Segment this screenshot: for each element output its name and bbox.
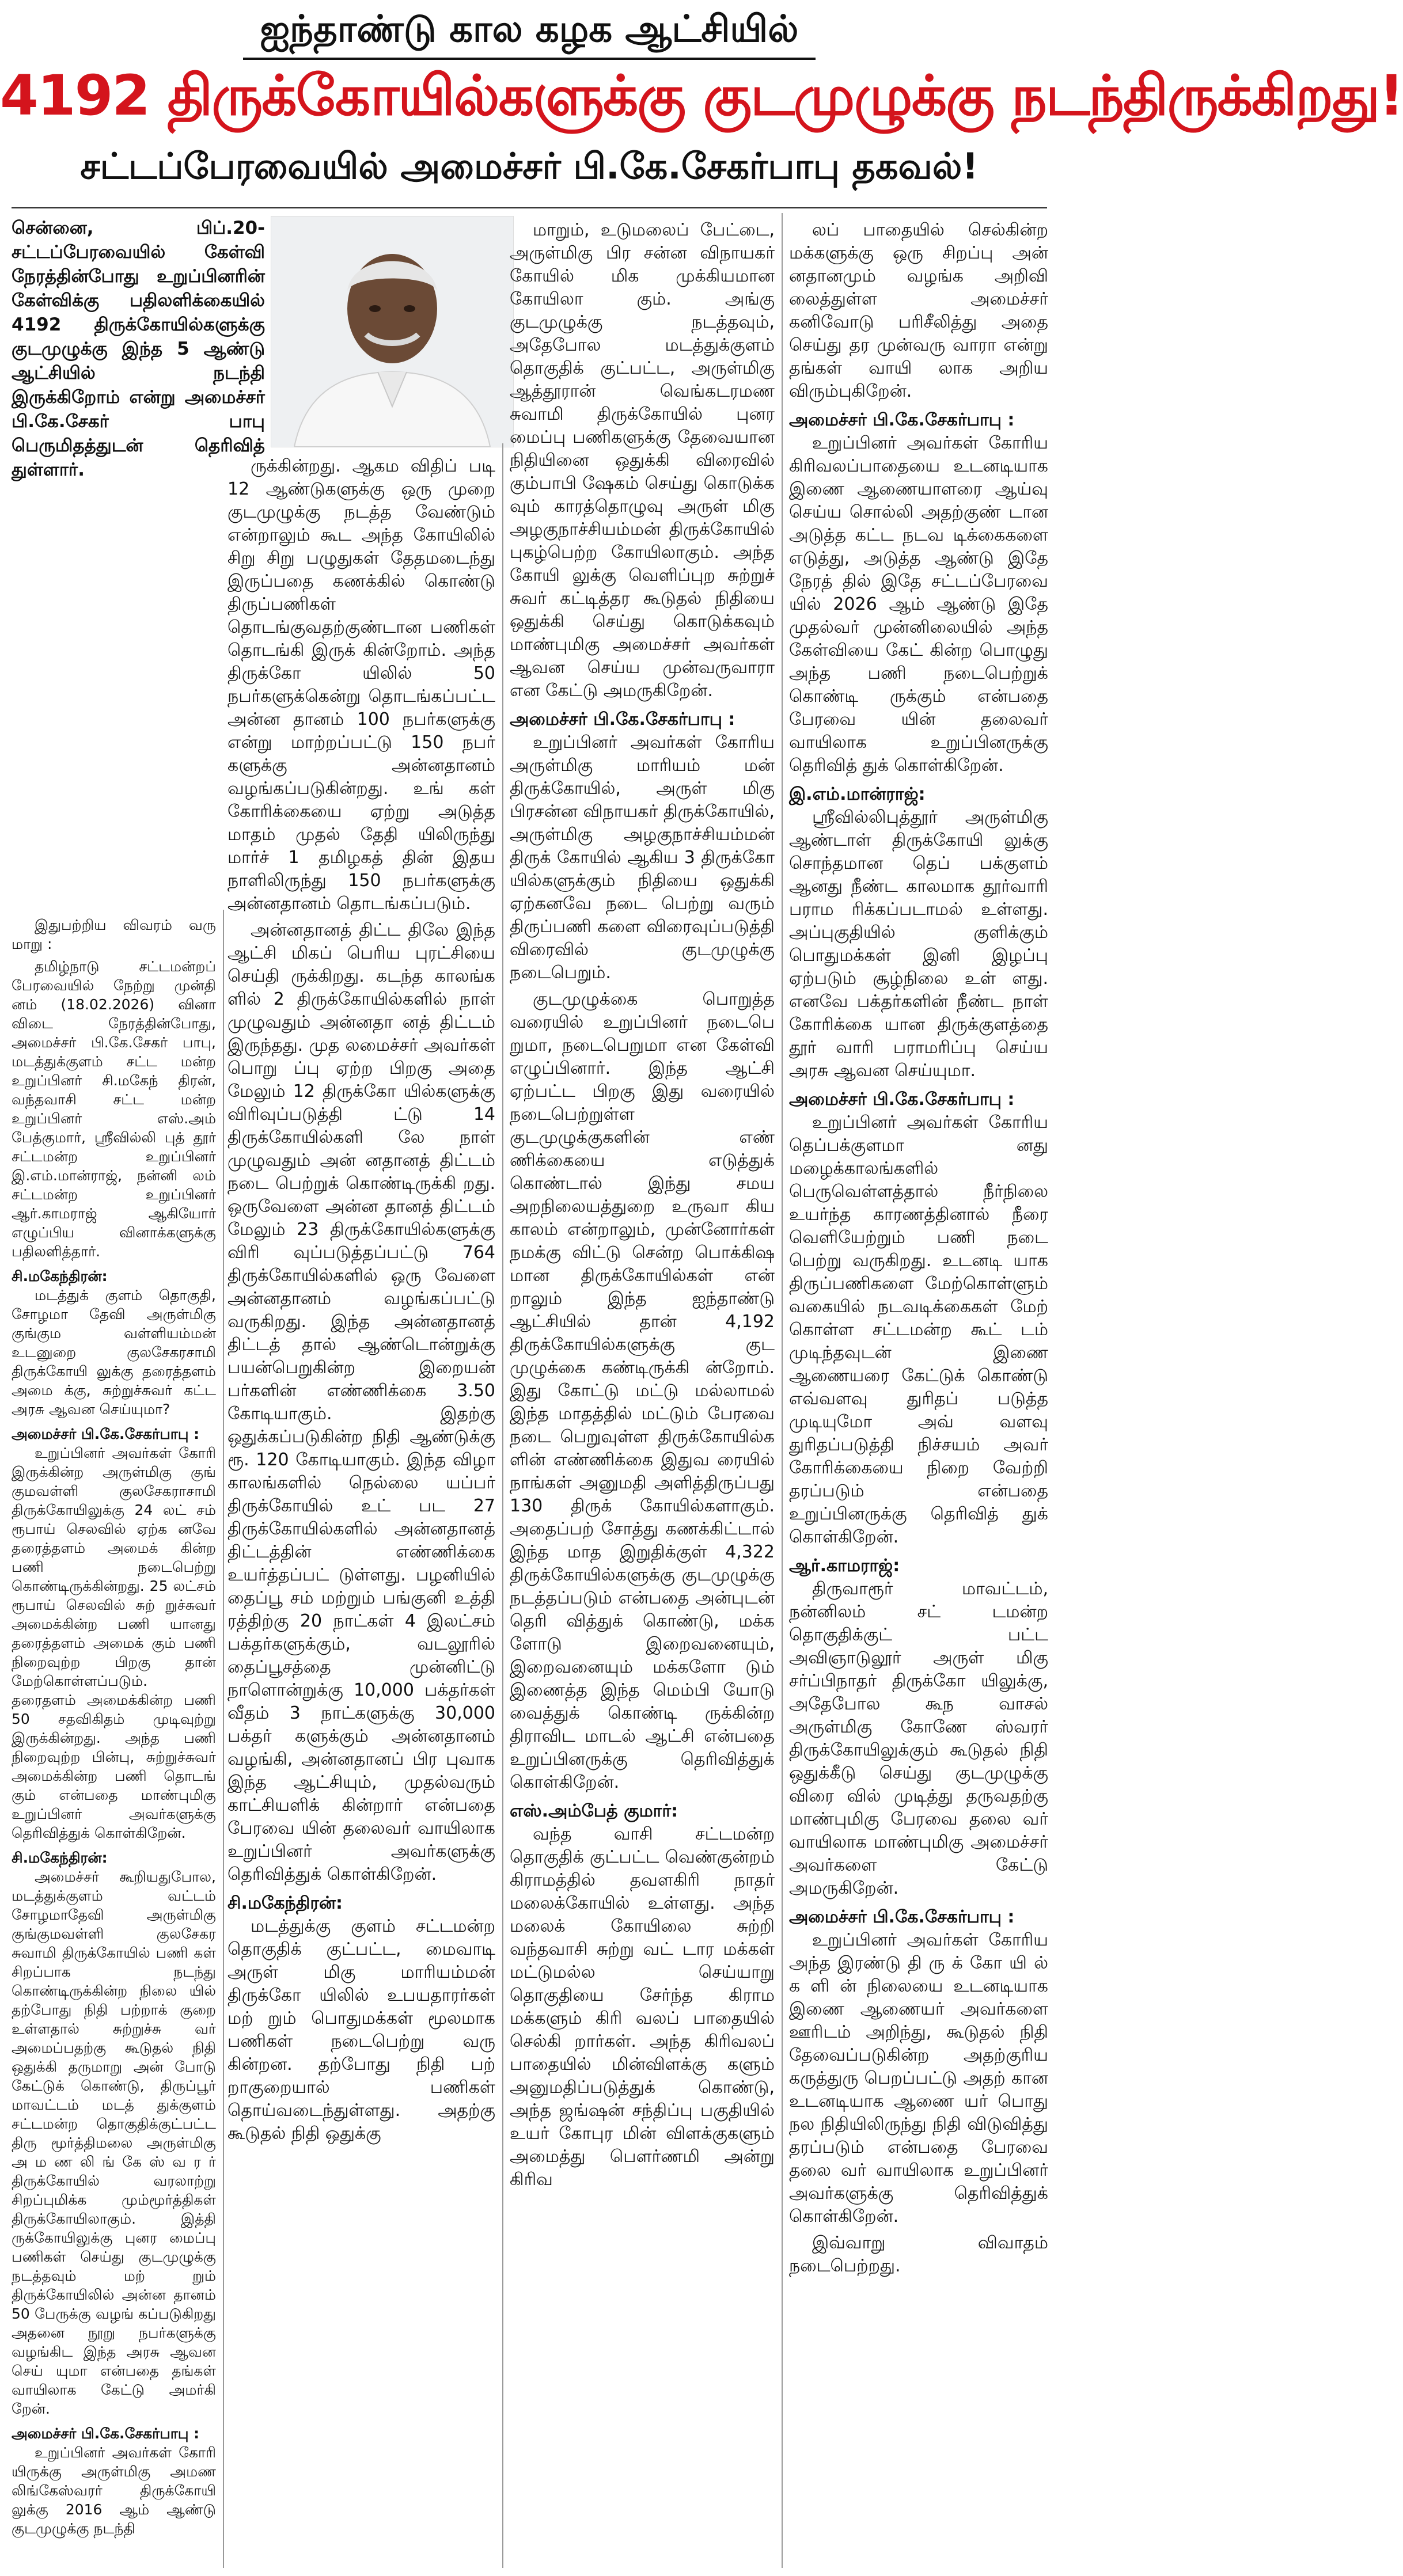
body-paragraph: உறுப்பினர் அவர்கள் கோரிய அருள்மிகு மாரியம் மன் திருக்கோயில், அருள் மிகு பிரசன்ன விநாயகர் திருக்கோயில், அருள்மிகு அழகுநாச்சியம்மன் திருக் கோயில் ஆகிய 3 திருக்கோ யில்களுக்கும் நிதியை ஒதுக்கி ஏற்கனவே நடை பெற்று வரும் திருப்பணி களை விரைவுப்படுத்தி விரைவில் குடமுழுக்கு நடைபெறும். [510,732,775,983]
portrait-image [271,216,513,447]
body-paragraph: அமைச்சர் கூறியதுபோல, மடத்துக்குளம் வட்டம் சோழமாதேவி அருள்மிகு குங்குமவள்ளி குலசேகர சுவாமி திருக்கோயில் பணி கள் சிறப்பாக நடந்து கொண்டிருக்கின்ற நிலை யில் தற்போது நிதி பற்றாக் குறை உள்ளதால் சுற்றுச்சு வர் அமைப்பதற்கு கூடுதல் நிதி ஒதுக்கி தருமாறு அன் போடு கேட்டுக் கொண்டு, திருப்பூர் மாவட்டம் மடத் துக்குளம் சட்டமன்ற தொகுதிக்குட்பட்ட திரு மூர்த்திமலை அருள்மிகு அ ம ண லி ங் கே ஸ் வ ர ர் திருக்கோயில் வரலாற்று சிறப்புமிக்க மும்மூர்த்திகள் திருக்கோயிலாகும். இத்தி ருக்கோயிலுக்கு புனர மைப்பு பணிகள் செய்து குடமுழுக்கு நடத்தவும் மற் றும் திருக்கோயிலில் அன்ன தானம் 50 பேருக்கு வழங் கப்படுகிறது அதனை நூறு நபர்களுக்கு வழங்கிட இந்த அரசு ஆவன செய் யுமா என்பதை தங்கள் வாயிலாக கேட்டு அமர்கி றேன். [12,1868,216,2417]
speaker-label: எஸ்.அம்பேத் குமார்: [510,1801,678,1821]
speaker-label: அமைச்சர் பி.கே.சேகர்பாபு : [789,1089,1015,1110]
body-paragraph: அன்னதானத் திட்ட திலே இந்த ஆட்சி மிகப் பெரிய புரட்சியை செய்தி ருக்கிறது. கடந்த காலங்க ளில் 2 திருக்கோயில்களில் நாள் முழுவதும் அன்னதா னத் திட்டம் இருந்தது. முத லமைச்சர் அவர்கள் பொறு ப்பு ஏற்ற பிறகு அதை மேலும் 12 திருக்கோ யில்களுக்கு விரிவுப்படுத்தி ட்டு 14 திருக்கோயில்களி லே நாள் முழுவதும் அன் னதானத் திட்டம் நடை பெற்றுக் கொண்டிருக்கி றது. ஒருவேளை அன்ன தானத் திட்டம் மேலும் 23 திருக்கோயில்களுக்கு விரி வுப்படுத்தப்பட்டு 764 திருக்கோயில்களில் ஒரு வேளை அன்னதானம் வழங்கப்பட்டு வருகிறது. இந்த அன்னதானத் திட்டத் தால் ஆண்டொன்றுக்கு பயன்பெறுகின்ற இறையன் பர்களின் எண்ணிக்கை 3.50 கோடியாகும். இதற்கு ஒதுக்கப்படுகின்ற நிதி ஆண்டுக்கு ரூ. 120 கோடியாகும். இந்த விழா காலங்களில் நெல்லை யப்பர் திருக்கோயில் உட் பட 27 திருக்கோயில்களில் அன்னதானத் திட்டத்தின் எண்ணிக்கை உயர்த்தப்பட் டுள்ளது. பழனியில் தைப்பூ சம் மற்றும் பங்குனி உத்தி ரத்திற்கு 20 நாட்கள் 4 இலட்சம் பக்தர்களுக்கும், வடலூரில் தைப்பூசத்தை முன்னிட்டு நாளொன்றுக்கு 10,000 பக்தர்கள் வீதம் 3 நாட்களுக்கு 30,000 பக்தர் களுக்கும் அன்னதானம் வழங்கி, அன்னதானப் பிர புவாக இந்த ஆட்சியும், முதல்வரும் காட்சியளிக் கின்றார் என்பதை பேரவை யின் தலைவர் வாயிலாக உறுப்பினர் அவர்களுக்கு தெரிவித்துக் கொள்கிறேன். [227,920,495,1884]
body-paragraph: உறுப்பினர் அவர்கள் கோரி இருக்கின்ற அருள்மிகு குங் குமவள்ளி குலசேகராசாமி திருக்கோயிலுக்கு 24 லட் சம் ரூபாய் செலவில் ஏற்க னவே தரைத்தளம் அமைக் கின்ற பணி நடைபெற்று கொண்டிருக்கின்றது. 25 லட்சம் ரூபாய் செலவில் சுற் றுச்சுவர் அமைக்கின்ற பணி யானது தரைத்தளம் அமைக் கும் பணி நிறைவுற்ற பிறகு தான் மேற்கொள்ளப்படும். தரைதளம் அமைக்கின்ற பணி 50 சதவிகிதம் முடிவுற்று இருக்கின்றது. அந்த பணி நிறைவுற்ற பின்பு, சுற்றுச்சுவர் அமைக்கின்ற பணி தொடங் கும் என்பதை மாண்புமிகு உறுப்பினர் அவர்களுக்கு தெரிவித்துக் கொள்கிறேன். [12,1445,216,1841]
speaker-label: அமைச்சர் பி.கே.சேகர்பாபு : [789,1907,1015,1927]
body-paragraph: லப் பாதையில் செல்கின்ற மக்களுக்கு ஒரு சிறப்பு அன் னதானமும் வழங்க அறிவி லைத்துள்ள அமைச்சர் கனிவோடு பரிசீலித்து அதை செய்து தர முன்வரு வாரா என்று தங்கள் வாயி லாக அறிய விரும்புகிறேன். [789,220,1048,401]
speaker-label: சி.மகேந்திரன்: [227,1893,343,1913]
vline-3 [782,213,783,2568]
headline: 4192 திருக்கோயில்களுக்கு குடமுழுக்கு நடந்திருக்கிறது! [0,63,1403,128]
kicker-text: ஐந்தாண்டு கால கழக ஆட்சியில் [243,8,816,60]
body-paragraph: குடமுழுக்கை பொறுத்த வரையில் உறுப்பினர் நடைபெ றுமா, நடைபெறுமா என கேள்வி எழுப்பினார். இந்த ஆட்சி ஏற்பட்ட பிறகு இது வரையில் நடைபெற்றுள்ள குடமுழுக்குகளின் எண் ணிக்கையை எடுத்துக் கொண்டால் இந்து சமய அறநிலையத்துறை உருவா கிய காலம் என்றாலும், முன்னோர்கள் நமக்கு விட்டு சென்ற பொக்கிஷ மான திருக்கோயில்கள் என் றாலும் இந்த ஐந்தாண்டு ஆட்சியில் தான் 4,192 திருக்கோயில்களுக்கு குட முழுக்கை கண்டிருக்கி ன்றோம். இது கோட்டு மட்டு மல்லாமல் இந்த மாதத்தில் மட்டும் பேரவை நடை பெறுவுள்ள திருக்கோயில்க ளின் எண்ணிக்கை இதுவ ரையில் நாங்கள் அனுமதி அளித்திருப்பது 130 திருக் கோயில்களாகும். அதைப்பற் சோத்து கணக்கிட்டால் இந்த மாத இறுதிக்குள் 4,322 திருக்கோயில்களுக்கு குடமுழுக்கு நடத்தப்படும் என்பதை அன்புடன் தெரி வித்துக் கொண்டு, மக்க ளோடு இறைவனையும், இறைவனையும் மக்களோ டும் இணைத்த இந்த மெம்பி யோடு வைத்துக் கொண்டி ருக்கின்ற திராவிட மாடல் ஆட்சி என்பதை உறுப்பினருக்கு தெரிவித்துக் கொள்கிறேன். [510,989,775,1792]
body-paragraph: மாறும், உடுமலைப் பேட்டை, அருள்மிகு பிர சன்ன விநாயகர் கோயில் மிக முக்கியமான கோயிலா கும். அங்கு குடமுழுக்கு நடத்தவும், அதேபோல மடத்துக்குளம் தொகுதிக் குட்பட்ட, அருள்மிகு ஆத்தூரான் வெங்கடரமண சுவாமி திருக்கோயில் புனர மைப்பு பணிகளுக்கு தேவையான நிதியினை ஒதுக்கி விரைவில் கும்பாபி ஷேகம் செய்து கொடுக்க வும் காரத்தொழுவு அருள் மிகு அழகுநாச்சியம்மன் திருக்கோயில் புகழ்பெற்ற கோயிலாகும். அந்த கோயி லுக்கு வெளிப்புற சுற்றுச் சுவர் கட்டித்தர கூடுதல் நிதியை ஒதுக்கி செய்து கொடுக்கவும் மாண்புமிகு அமைச்சர் அவர்கள் ஆவன செய்ய முன்வருவாரா என கேட்டு அமருகிறேன். [510,220,775,701]
speaker-label: ஆர்.காமராஜ்: [789,1556,900,1576]
intro-paragraph: சென்னை, பிப்.20- சட்டப்பேரவையில் கேள்வி நேரத்தின்போது உறுப்பினரின் கேள்விக்கு பதிலளிக்கையில் 4192 திருக்கோயில்களுக்கு குடமுழுக்கு இந்த 5 ஆண்டு ஆட்சியில் நடந்தி இருக்கிறோம் என்று அமைச்சர் பி.கே.சேகர் பாபு பெருமிதத்துடன் தெரிவித் துள்ளார். [12,218,265,480]
body-paragraph: மடத்துக்கு குளம் சட்டமன்ற தொகுதிக் குட்பட்ட, மைவாடி அருள் மிகு மாரியம்மன் திருக்கோ யிலில் உபயதாரர்கள் மற் றும் பொதுமக்கள் மூலமாக பணிகள் நடைபெற்று வரு கின்றன. தற்போது நிதி பற் றாகுறையால் பணிகள் தொய்வடைந்துள்ளது. அதற்கு கூடுதல் நிதி ஒதுக்கு [227,1916,495,2144]
body-paragraph: இவ்வாறு விவாதம் நடைபெற்றது. [789,2233,1048,2276]
speaker-label: இ.எம்.மான்ராஜ்: [789,784,926,804]
minister-photo [271,216,514,447]
speaker-label: அமைச்சர் பி.கே.சேகர்பாபு : [12,2425,200,2442]
body-paragraph: உறுப்பினர் அவர்கள் கோரிய கிரிவலப்பாதையை உடனடியாக இணை ஆணையாளரை ஆய்வு செய்ய சொல்லி அதற்குண் டான அடுத்த கட்ட நடவ டிக்கைகளை எடுத்து, அடுத்த ஆண்டு இதே நேரத் தில் இதே சட்டப்பேரவை யில் 2026 ஆம் ஆண்டு இதே முதல்வர் முன்னிலையில் அந்த கேள்வியை கேட் கின்ற பொழுது அந்த பணி நடைபெற்றுக் கொண்டி ருக்கும் என்பதை பேரவை யின் தலைவர் வாயிலாக உறுப்பினருக்கு தெரிவித் துக் கொள்கிறேன். [789,433,1048,776]
body-paragraph: திருவாரூர் மாவட்டம், நன்னிலம் சட் டமன்ற தொகுதிக்குட் பட்ட அவிஞாடுலூர் அருள் மிகு சர்ப்பிநாதர் திருக்கோ யிலுக்கு, அதேபோல கூந வாசல் அருள்மிகு கோணே ஸ்வரர் திருக்கோயிலுக்கும் கூடுதல் நிதி ஒதுக்கீடு செய்து குடமுழுக்கு விரை வில் முடித்து தருவதற்கு மாண்புமிகு பேரவை தலை வர் வாயிலாக மாண்புமிகு அமைச்சர் அவர்களை கேட்டு அமருகிறேன். [789,1579,1048,1898]
speaker-label: சி.மகேந்திரன்: [12,1268,108,1285]
subhead: சட்டப்பேரவையில் அமைச்சர் பி.கே.சேகர்பாபு தகவல்! [80,145,979,187]
body-paragraph: வந்த வாசி சட்டமன்ற தொகுதிக் குட்பட்ட வெண்குன்றம் கிராமத்தில் தவளகிரி நாதர் மலைக்கோயில் உள்ளது. அந்த மலைக் கோயிலை சுற்றி வந்தவாசி சுற்று வட் டார மக்கள் மட்டுமல்ல செய்யாறு தொகுதியை சேர்ந்த கிராம மக்களும் கிரி வலப் பாதையில் செல்கி றார்கள். அந்த கிரிவலப் பாதையில் மின்விளக்கு களும் அனுமதிப்படுத்துக் கொண்டு, அந்த ஜங்ஷன் சந்திப்பு பகுதியில் உயர் கோபுர மின் விளக்குகளும் அமைத்து பௌர்ணமி அன்று கிரிவ [510,1824,775,2190]
speaker-label: அமைச்சர் பி.கே.சேகர்பாபு : [12,1426,200,1442]
body-paragraph: ஸ்ரீவில்லிபுத்தூர் அருள்மிகு ஆண்டாள் திருக்கோயி லுக்கு சொந்தமான தெப் பக்குளம் ஆனது நீண்ட காலமாக தூர்வாரி பராம ரிக்கப்படாமல் உள்ளது. அப்புகுதியில் குளிக்கும் பொதுமக்கள் இனி இழப்பு ஏற்படும் சூழ்நிலை உள் ளது. எனவே பக்தர்களின் நீண்ட நாள் கோரிக்கை யான திருக்குளத்தை தூர் வாரி பராமரிப்பு செய்ய அரசு ஆவன செய்யுமா. [789,807,1048,1081]
speaker-label: அமைச்சர் பி.கே.சேகர்பாபு : [510,709,735,730]
speaker-label: அமைச்சர் பி.கே.சேகர்பாபு : [789,410,1015,430]
rule-top [12,207,1047,208]
body-paragraph: தமிழ்நாடு சட்டமன்றப் பேரவையில் நேற்று முன்தி னம் (18.02.2026) வினா விடை நேரத்தின்போது, அமைச்சர் பி.கே.சேகர் பாபு, மடத்துக்குளம் சட்ட மன்ற உறுப்பினர் சி.மகேந் திரன், வந்தவாசி சட்ட மன்ற உறுப்பினர் எஸ்.அம் பேத்குமார், ஸ்ரீவில்லி புத் தூர் சட்டமன்ற உறுப்பினர் இ.எம்.மான்ராஜ், நன்னி லம் சட்டமன்ற உறுப்பினர் ஆர்.காமராஜ் ஆகியோர் எழுப்பிய வினாக்களுக்கு பதிலளித்தார். [12,958,216,1260]
body-paragraph: ருக்கின்றது. ஆகம விதிப் படி 12 ஆண்டுகளுக்கு ஒரு முறை குடமுழுக்கு நடத்த வேண்டும் என்றாலும் கூட அந்த கோயிலில் சிறு சிறு பழுதுகள் தேதமடைந்து இருப்பதை கணக்கில் கொண்டு திருப்பணிகள் தொடங்குவதற்குண்டான பணிகள் தொடங்கி இருக் கின்றோம். அந்த திருக்கோ யிலில் 50 நபர்களுக்கென்று தொடங்கப்பட்ட அன்ன தானம் 100 நபர்களுக்கு என்று மாற்றப்பட்டு 150 நபர் களுக்கு அன்னதானம் வழங்கப்படுகின்றது. உங் கள் கோரிக்கையை ஏற்று அடுத்த மாதம் முதல் தேதி யிலிருந்து மார்ச் 1 தமிழகத் தின் இதய நாளிலிருந்து 150 நபர்களுக்கு அன்னதானம் தொடங்கப்படும். [227,456,495,914]
vline-2 [502,443,503,2568]
kicker [0,8,1059,60]
body-paragraph: உறுப்பினர் அவர்கள் கோரி யிருக்கு அருள்மிகு அமண லிங்கேஸ்வரர் திருக்கோயி லுக்கு 2016 ஆம் ஆண்டு குடமுழுக்கு நடந்தி [12,2444,216,2537]
body-paragraph: உறுப்பினர் அவர்கள் கோரிய அந்த இரண்டு தி ரு க் கோ யி ல் க ளி ன் நிலையை உடனடியாக இணை ஆணையர் அவர்களை ஊரிடம் அறிந்து, கூடுதல் நிதி தேவைப்படுகின்ற அதற்குரிய கருத்துரு பெறப்பட்டு அதற் கான உடனடியாக ஆணை யர் பொது நல நிதியிலிருந்து நிதி விடுவித்து தரப்படும் என்பதை பேரவை தலை வர் வாயிலாக உறுப்பினர் அவர்களுக்கு தெரிவித்துக் கொள்கிறேன். [789,1930,1048,2227]
body-paragraph: இதுபற்றிய விவரம் வரு மாறு : [12,917,216,952]
body-paragraph: உறுப்பினர் அவர்கள் கோரிய தெப்பக்குளமா னது மழைக்காலங்களில் பெருவெள்ளத்தால் நீர்நிலை உயர்ந்த காரணத்தினால் நீரை வெளியேற்றும் பணி நடை பெற்று வருகிறது. உடனடி யாக திருப்பணிகளை மேற்கொள்ளும் வகையில் நடவடிக்கைகள் மேற் கொள்ள சட்டமன்ற கூட் டம் முடிந்தவுடன் இணை ஆணையரை கேட்டுக் கொண்டு எவ்வளவு துரிதப் படுத்த முடியுமோ அவ் வளவு துரிதப்படுத்தி நிச்சயம் அவர் கோரிக்கையை நிறை வேற்றி தரப்படும் என்பதை உறுப்பினருக்கு தெரிவித் துக் கொள்கிறேன். [789,1112,1048,1547]
body-paragraph: மடத்துக் குளம் தொகுதி, சோழமா தேவி அருள்மிகு குங்கும வள்ளியம்மன் உடனுறை குலசேகரசாமி திருக்கோயி லுக்கு தரைத்தளம் அமை க்கு, சுற்றுச்சுவர் கட்ட அரசு ஆவன செய்யுமா? [12,1287,216,1418]
vline-1 [223,910,224,2568]
speaker-label: சி.மகேந்திரன்: [12,1849,108,1866]
